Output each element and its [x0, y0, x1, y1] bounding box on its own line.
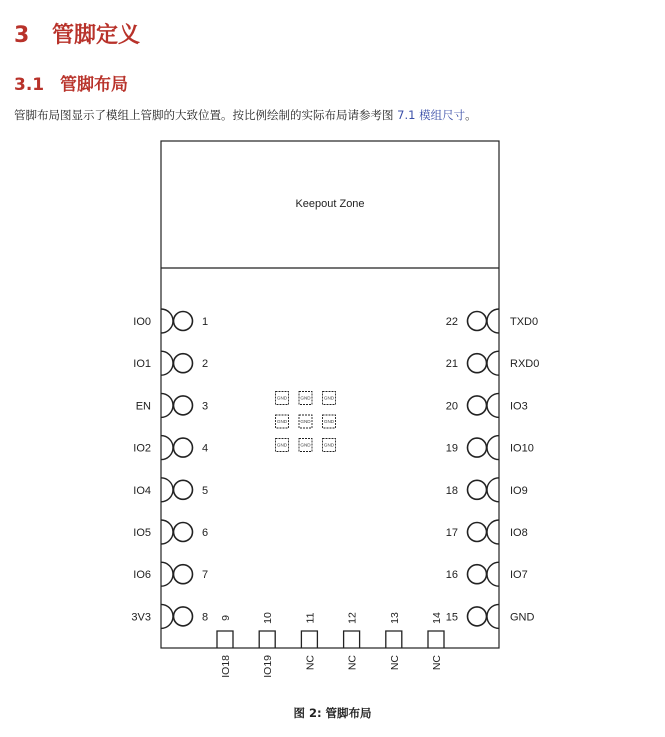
subsection-number: 3.1 [14, 75, 45, 95]
pin-pad-circle [468, 480, 487, 499]
pin-number-label: 10 [262, 612, 275, 624]
subsection-title: 管脚布局 [60, 75, 128, 95]
pin-pad-circle [468, 312, 487, 331]
gnd-pad [276, 392, 289, 405]
gnd-pad [299, 439, 312, 452]
pin-pad-outline [161, 604, 173, 628]
pin-name-label: IO2 [133, 442, 151, 455]
pin-pad-outline [161, 351, 173, 375]
right-pin-19 [446, 436, 534, 460]
pin-pad-circle [174, 312, 193, 331]
bottom-pin-9 [217, 615, 233, 678]
figure-reference-link[interactable]: 7.1 模组尺寸 [397, 108, 466, 122]
pin-pad-outline [487, 309, 499, 333]
pin-name-label: IO0 [133, 316, 151, 328]
pin-pad-outline [487, 436, 499, 460]
left-pin-8 [131, 604, 208, 628]
right-pin-group [446, 309, 540, 628]
gnd-pad [323, 415, 336, 428]
pin-pad-circle [468, 396, 487, 415]
pin-pad-outline [487, 604, 499, 628]
pin-pad-outline [161, 520, 173, 544]
pin-name-label: IO19 [262, 655, 275, 678]
pin-name-label: IO4 [133, 484, 151, 497]
left-pin-2 [133, 351, 208, 375]
pin-number-label: 9 [220, 615, 232, 621]
paragraph-end: 。 [465, 108, 477, 122]
pin-number-label: 5 [202, 484, 209, 497]
pin-pad-circle [174, 523, 193, 542]
pin-pad-circle [468, 438, 487, 457]
left-pin-1 [133, 309, 208, 333]
pin-name-label: NC [388, 655, 401, 671]
pin-pad-outline [161, 309, 173, 333]
pin-name-label: NC [431, 655, 443, 671]
pin-pad-outline [428, 631, 444, 648]
gnd-pad-label: GND [323, 395, 335, 401]
pin-name-label: GND [510, 611, 535, 624]
pin-name-label: IO3 [510, 400, 528, 413]
gnd-pad-label: GND [300, 419, 311, 425]
pin-pad-outline [259, 631, 275, 648]
left-pin-group [131, 309, 208, 628]
pin-number-label: 17 [445, 527, 458, 539]
left-pin-4 [133, 436, 208, 460]
center-gnd-pads [276, 392, 336, 452]
left-pin-5 [133, 478, 208, 502]
pin-name-label: RXD0 [510, 358, 540, 371]
left-pin-3 [136, 393, 208, 417]
right-pin-16 [446, 562, 528, 586]
pin-pad-outline [161, 436, 173, 460]
right-pin-17 [446, 520, 528, 544]
pin-number-label: 18 [445, 484, 458, 497]
pin-number-label: 4 [202, 442, 209, 455]
pin-name-label: IO8 [510, 527, 528, 539]
right-pin-20 [446, 393, 528, 417]
keepout-zone-label: Keepout Zone [295, 198, 365, 210]
pin-number-label: 15 [445, 611, 458, 624]
pin-number-label: 11 [304, 612, 317, 624]
right-pin-15 [446, 604, 535, 628]
section-title: 管脚定义 [52, 23, 141, 48]
pin-number-label: 6 [202, 527, 209, 539]
pin-pad-outline [487, 520, 499, 544]
pin-number-label: 22 [445, 316, 458, 328]
pin-name-label: 3V3 [131, 611, 151, 624]
pin-pad-circle [468, 565, 487, 584]
pin-number-label: 8 [202, 611, 209, 624]
pin-pad-outline [487, 478, 499, 502]
gnd-pad [276, 439, 289, 452]
pin-pad-circle [174, 438, 193, 457]
pin-number-label: 3 [202, 400, 209, 413]
pin-number-label: 14 [431, 612, 443, 624]
pin-number-label: 13 [388, 612, 401, 624]
pin-pad-circle [174, 607, 193, 626]
pin-number-label: 7 [202, 569, 209, 582]
bottom-pin-group [217, 612, 444, 678]
paragraph-text: 管脚布局图显示了模组上管脚的大致位置。按比例绘制的实际布局请参考图 [14, 108, 398, 122]
pin-pad-outline [487, 351, 499, 375]
pin-pad-circle [468, 607, 487, 626]
pin-pad-outline [161, 478, 173, 502]
gnd-pad [276, 415, 289, 428]
left-pin-7 [133, 562, 208, 586]
gnd-pad [323, 392, 336, 405]
pin-name-label: IO9 [510, 484, 528, 497]
pin-number-label: 19 [445, 442, 458, 455]
pin-number-label: 16 [445, 569, 458, 582]
pin-pad-outline [217, 631, 233, 648]
pin-name-label: IO6 [133, 569, 151, 582]
left-pin-6 [133, 520, 208, 544]
bottom-pin-13 [386, 612, 402, 670]
pin-number-label: 1 [202, 316, 209, 328]
pin-name-label: IO1 [133, 358, 151, 371]
bottom-pin-12 [344, 612, 360, 670]
gnd-pad-label: GND [300, 442, 311, 448]
pin-pad-outline [386, 631, 402, 648]
pin-pad-outline [487, 393, 499, 417]
pin-name-label: NC [304, 655, 317, 671]
pin-number-label: 21 [445, 358, 458, 371]
pin-pad-outline [301, 631, 317, 648]
pin-pad-circle [174, 354, 193, 373]
gnd-pad-label: GND [276, 419, 288, 425]
gnd-pad [299, 392, 312, 405]
pin-pad-circle [468, 523, 487, 542]
pin-name-label: IO7 [510, 569, 528, 582]
right-pin-21 [446, 351, 540, 375]
pin-name-label: IO10 [510, 442, 534, 455]
pin-pad-outline [161, 393, 173, 417]
right-pin-22 [446, 309, 538, 333]
section-number: 3 [14, 23, 30, 48]
pin-number-label: 12 [346, 612, 359, 624]
bottom-pin-14 [428, 612, 444, 670]
gnd-pad [323, 439, 336, 452]
pin-number-label: 2 [202, 358, 209, 371]
bottom-pin-11 [301, 612, 317, 670]
gnd-pad [299, 415, 312, 428]
right-pin-18 [446, 478, 528, 502]
gnd-pad-label: GND [276, 442, 288, 448]
pin-name-label: NC [346, 655, 359, 671]
gnd-pad-label: GND [300, 395, 311, 401]
bottom-pin-10 [259, 612, 275, 678]
pin-name-label: IO18 [220, 655, 232, 678]
pin-pad-outline [344, 631, 360, 648]
pin-pad-circle [174, 396, 193, 415]
pin-name-label: EN [135, 400, 151, 413]
pin-name-label: IO5 [133, 527, 151, 539]
gnd-pad-label: GND [323, 442, 335, 448]
pin-pad-circle [174, 565, 193, 584]
pin-pad-circle [174, 480, 193, 499]
pin-pad-circle [468, 354, 487, 373]
pin-pad-outline [161, 562, 173, 586]
pin-name-label: TXD0 [510, 316, 539, 328]
figure-caption: 图 2: 管脚布局 [293, 706, 372, 720]
pin-number-label: 20 [445, 400, 458, 413]
gnd-pad-label: GND [276, 395, 288, 401]
pin-pad-outline [487, 562, 499, 586]
gnd-pad-label: GND [323, 419, 335, 425]
